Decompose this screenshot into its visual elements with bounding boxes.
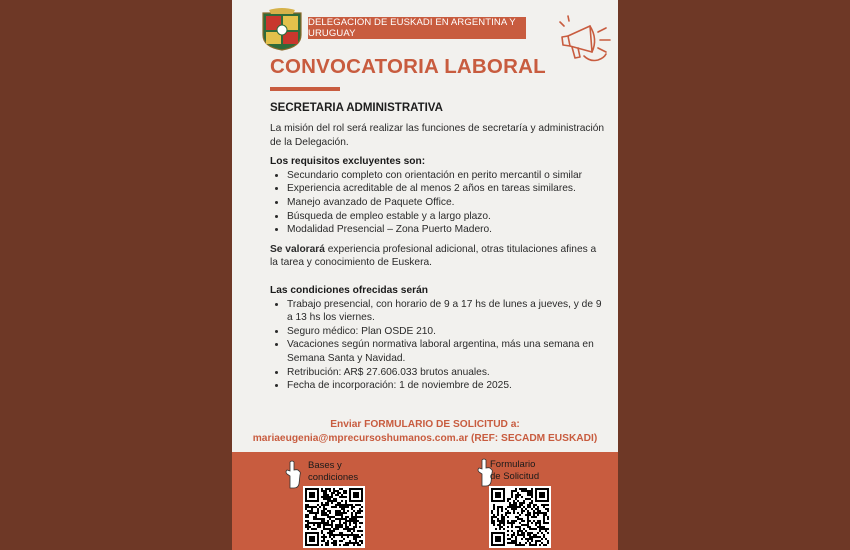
list-item: • Búsqueda de empleo estable y a largo plazo. bbox=[287, 210, 605, 224]
job-flyer bbox=[232, 0, 618, 550]
job-title: SECRETARIA ADMINISTRATIVA bbox=[270, 102, 443, 114]
qr-label-line: Bases y bbox=[308, 460, 342, 471]
cta-line: Enviar FORMULARIO DE SOLICITUD a: bbox=[330, 419, 520, 430]
contact-email-link[interactable]: mariaeugenia@mprecursoshumanos.com.ar (REF: SECADM EUSKADI) bbox=[252, 433, 598, 444]
job-description bbox=[270, 122, 605, 393]
page-title: CONVOCATORIA LABORAL bbox=[270, 55, 546, 78]
qr-code-formulario[interactable] bbox=[489, 486, 551, 548]
list-item: • Seguro médico: Plan OSDE 210. bbox=[287, 325, 605, 339]
valued-text bbox=[270, 243, 605, 270]
qr-code-bases[interactable] bbox=[303, 486, 365, 548]
qr-label-formulario bbox=[490, 459, 539, 483]
basque-crest-icon bbox=[259, 7, 305, 51]
conditions-heading: Las condiciones ofrecidas serán bbox=[270, 284, 428, 296]
requirements-heading: Los requisitos excluyentes son: bbox=[270, 156, 426, 168]
list-item: • Secundario completo con orientación en perito mercantil o similar bbox=[287, 169, 605, 183]
qr-label-bases bbox=[308, 460, 358, 484]
megaphone-icon bbox=[554, 12, 616, 68]
list-item: • Retribución: AR$ 27.606.033 brutos anuales. bbox=[287, 366, 605, 380]
qr-code-pattern bbox=[305, 488, 363, 546]
valued-rest: experiencia profesional adicional, otras titulaciones afines a la tarea y conocimiento de Euskera. bbox=[270, 243, 597, 269]
conditions-list bbox=[270, 298, 605, 393]
list-item: • Experiencia acreditable de al menos 2 años en tareas similares. bbox=[287, 182, 605, 196]
list-item: • Fecha de incorporación: 1 de noviembre de 2025. bbox=[287, 379, 605, 393]
qr-section bbox=[232, 452, 618, 550]
qr-code-pattern bbox=[491, 488, 549, 546]
qr-label-line: condiciones bbox=[308, 472, 359, 483]
title-underline bbox=[270, 87, 340, 91]
list-item: • Modalidad Presencial – Zona Puerto Madero. bbox=[287, 223, 605, 237]
mission-text: La misión del rol será realizar las funciones de secretaría y administración de la Delegación. bbox=[270, 123, 605, 148]
list-item: • Vacaciones según normativa laboral argentina, más una semana en Semana Santa y Navidad. bbox=[287, 338, 605, 365]
list-item: • Manejo avanzado de Paquete Office. bbox=[287, 196, 605, 210]
requirements-list bbox=[270, 169, 605, 237]
qr-label-line: Formulario bbox=[490, 459, 536, 470]
qr-label-line: de Solicitud bbox=[490, 471, 540, 482]
pointing-hand-icon bbox=[282, 460, 302, 490]
organization-banner: DELEGACION DE EUSKADI EN ARGENTINA Y URUGUAY bbox=[308, 17, 526, 39]
list-item: • Trabajo presencial, con horario de 9 a 17 hs de lunes a jueves, y de 9 a 13 hs los viernes. bbox=[287, 298, 605, 325]
valued-strong: Se valorará bbox=[270, 243, 325, 255]
application-instructions bbox=[232, 418, 618, 446]
